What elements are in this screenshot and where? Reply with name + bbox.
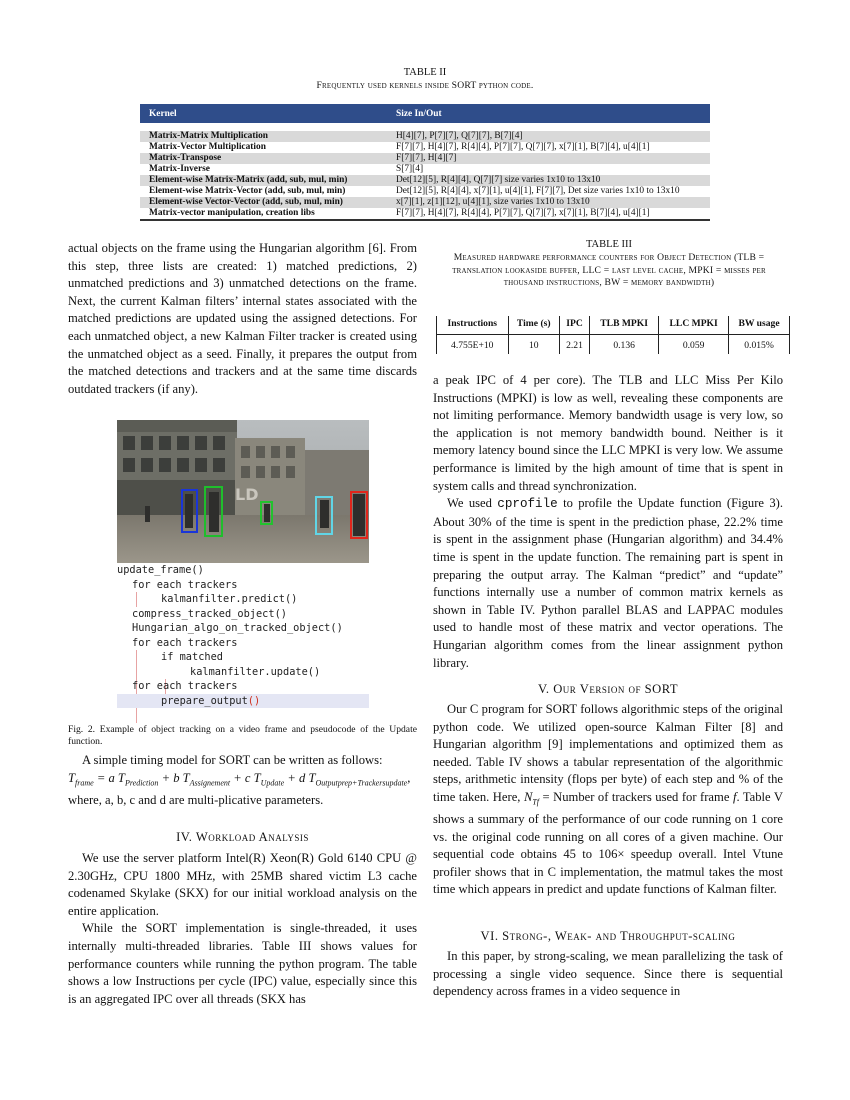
table-row bbox=[140, 153, 710, 164]
text-run: Our C program for SORT follows algorithmic steps of the original python code. We utilized open-source Kalman Filter [8] and Hungarian algorithm [9] implementations and optimized them as needed. Table IV shows a tabular representation of the algorithmic steps, arithmetic intensity (flops per byte) of each step and % of the time taken. Here, bbox=[433, 702, 783, 804]
table-row bbox=[140, 186, 710, 197]
paragraph-text: We use the server platform Intel(R) Xeon(R) Gold 6140 CPU @ 2.30GHz, CPU 1800 MHz, with 25MB shared victim L3 cache codenamed Skylake (SKX) for our initial workload analysis on the entire application. bbox=[68, 851, 417, 918]
text-run: to profile the Update function (Figure 3). About 30% of the time is spent in the prediction phase, 22.2% time is spent in the assignment phase (Hungarian algorithm) and 34.4% time is spent in the update function. The remaining part is spent in preparing the output array. The Kalman “predict” and “update” functions internally use a number of common matrix kernels as shown in Table IV. Python parallel BLAS and LAPPAC modules used to handle most of these matrix and vector operations. The Hungarian algorithm comes from the linear assignment python library. bbox=[433, 496, 783, 670]
kernel-cell: Element-wise Matrix-Vector (add, sub, mul, min) bbox=[149, 186, 346, 196]
cell-ipc: 2.21 bbox=[559, 335, 589, 355]
code-line: Hungarian_algo_on_tracked_object() bbox=[132, 622, 343, 634]
paragraph-text: While the SORT implementation is single-threaded, it uses internally multi-threaded libraries. Table III shows values for performance counters while running the python program. The table shows a low Instructions per cycle (IPC) value, especially since this is an aggregated IPC over all threads (SKX has bbox=[68, 921, 417, 1006]
table-row bbox=[140, 175, 710, 186]
right-paragraph-1 bbox=[433, 372, 783, 672]
size-cell: F[7][7], H[4][7] bbox=[387, 153, 710, 164]
left-paragraph-3 bbox=[68, 850, 417, 1008]
math-f: f bbox=[732, 789, 737, 804]
table-row bbox=[140, 208, 710, 220]
code-paren: () bbox=[247, 694, 261, 707]
size-cell: Det[12][5], R[4][4], Q[7][7] size varies 1x10 to 13x10 bbox=[387, 175, 710, 186]
table-row bbox=[140, 131, 710, 142]
cell-time: 10 bbox=[508, 335, 559, 355]
right-paragraph-4 bbox=[433, 948, 783, 1001]
paragraph-text: actual objects on the frame using the Hungarian algorithm [6]. From this step, three lists are created: 1) matched predictions, 2) unmatched predictions and 3) unmatched detections on the frame. Next, the current Kalman filters’ internal states associated with the matched predictions are updated using the assigned detections. For each unmatched object, a new Kalman Filter tracker is created using the unmatched object as a seed. Finally, it prepares the output from the matched detections and trackers and at the same time discards outdated trackers (if any). bbox=[68, 241, 417, 396]
section-heading-iv: IV. Workload Analysis bbox=[176, 830, 309, 844]
paragraph-text: a peak IPC of 4 per core). The TLB and LLC Miss Per Kilo Instructions (MPKI) is low as well, revealing these components are not limiting performance. Memory bandwidth usage is very low, so the application is not memory bandwidth bound. Neither is it memory latency bound since the LLC MPKI is very low. We assume performance is limited by the high amount of time that is spent in system calls and thread synchronization. bbox=[433, 373, 783, 493]
shop-sign: LD bbox=[235, 485, 259, 504]
table3-header-row bbox=[437, 316, 790, 335]
table2-header-kernel: Kernel bbox=[140, 105, 387, 123]
timing-line: A simple timing model for SORT can be written as follows: bbox=[82, 753, 383, 767]
inline-code: cprofile bbox=[497, 497, 558, 512]
text-run: . Table V shows a summary of the performance of our code running on 1 core vs. the original code running on all cores of a given machine. Our sequential code obtains 45 to 106× speedup overall. Intel Vtune profiler shows that in C implementation, the matmul takes the most time which appears in predict and update functions of Kalman filter. bbox=[433, 789, 784, 897]
kernel-cell: Matrix-Vector Multiplication bbox=[149, 142, 266, 152]
code-line: compress_tracked_object() bbox=[132, 607, 287, 620]
code-line: update_frame() bbox=[117, 564, 204, 576]
table3-caption: Measured hardware performance counters for Object Detection (TLB = translation lookaside buffer, LLC = last level cache, MPKI = misses per thousand instructions, BW = memory bandwidth) bbox=[452, 252, 766, 288]
cell-bw-usage: 0.015% bbox=[729, 335, 790, 355]
math-ntf: $N_{Tf}$ bbox=[523, 789, 540, 807]
code-line: kalmanfilter.predict() bbox=[161, 593, 298, 605]
table-row bbox=[140, 142, 710, 153]
header-llc-mpki: LLC MPKI bbox=[659, 316, 729, 335]
header-ipc: IPC bbox=[559, 316, 589, 335]
right-paragraph-3 bbox=[433, 701, 783, 899]
code-line: kalmanfilter.update() bbox=[190, 665, 321, 678]
table-row bbox=[140, 197, 710, 208]
left-paragraph-1 bbox=[68, 240, 417, 398]
size-cell: Det[12][5], R[4][4], x[7][1], u[4][1], F[7][7], Det size varies 1x10 to 13x10 bbox=[396, 186, 680, 196]
table2-header-size: Size In/Out bbox=[387, 105, 710, 123]
table2 bbox=[140, 104, 710, 221]
paragraph-text: In this paper, by strong-scaling, we mean parallelizing the task of processing a single video sequence. Since there is sequential dependency across frames in a video sequence in bbox=[433, 949, 783, 999]
table2-caption: Frequently used kernels inside SORT python code. bbox=[316, 80, 534, 91]
table-row bbox=[437, 335, 790, 355]
header-time: Time (s) bbox=[508, 316, 559, 335]
kernel-cell: Element-wise Matrix-Matrix (add, sub, mul, min) bbox=[140, 175, 387, 186]
size-cell: F[7][7], H[4][7], R[4][4], P[7][7], Q[7][7], x[7][1], B[7][4], u[4][1] bbox=[396, 142, 650, 152]
size-cell: H[4][7], P[7][7], Q[7][7], B[7][4] bbox=[387, 131, 710, 142]
cell-instructions: 4.755E+10 bbox=[437, 335, 509, 355]
tracking-photo bbox=[117, 420, 369, 563]
kernel-cell: Element-wise Vector-Vector (add, sub, mul, min) bbox=[140, 197, 387, 208]
size-cell: F[7][7], H[4][7], R[4][4], P[7][7], Q[7][7], x[7][1], B[7][4], u[4][1] bbox=[396, 208, 650, 218]
cell-tlb-mpki: 0.136 bbox=[590, 335, 659, 355]
table2-header-row bbox=[140, 105, 710, 123]
table3 bbox=[436, 316, 790, 354]
code-line: for each trackers bbox=[132, 636, 238, 649]
header-bw-usage: BW usage bbox=[729, 316, 790, 335]
size-cell: x[7][1], z[1][12], u[4][1], size varies 1x10 to 13x10 bbox=[387, 197, 710, 208]
header-tlb-mpki: TLB MPKI bbox=[590, 316, 659, 335]
table3-label: TABLE III bbox=[585, 239, 633, 250]
cell-llc-mpki: 0.059 bbox=[659, 335, 729, 355]
kernel-cell: Matrix-vector manipulation, creation libs bbox=[149, 208, 315, 218]
code-line-highlighted bbox=[117, 694, 369, 709]
timing-model-paragraph bbox=[68, 752, 417, 809]
code-line: for each trackers bbox=[132, 680, 238, 692]
text-run: We used bbox=[447, 496, 492, 511]
code-text: prepare_output bbox=[161, 694, 248, 707]
code-line: for each trackers bbox=[132, 578, 238, 591]
our-version-paragraph bbox=[433, 701, 783, 899]
figure-caption: Fig. 2. Example of object tracking on a video frame and pseudocode of the Update function. bbox=[68, 724, 417, 747]
kernel-cell: Matrix-Matrix Multiplication bbox=[140, 131, 387, 142]
table-row bbox=[140, 164, 710, 175]
pseudocode-block bbox=[117, 563, 369, 708]
section-heading-v: V. Our Version of SORT bbox=[537, 682, 679, 696]
section-heading-vi: VI. Strong-, Weak- and Throughput-scaling bbox=[480, 929, 736, 943]
cprofile-paragraph bbox=[433, 495, 783, 672]
code-line: if matched bbox=[161, 651, 223, 663]
text-run: = Number of trackers used for frame bbox=[542, 789, 730, 804]
kernel-cell: Matrix-Inverse bbox=[149, 164, 210, 174]
timing-tail: where, a, b, c and d are multi-plicative parameters. bbox=[68, 792, 324, 807]
street-scene-image bbox=[117, 420, 369, 563]
kernel-cell: Matrix-Transpose bbox=[140, 153, 387, 164]
size-cell: S[7][4] bbox=[396, 164, 424, 174]
header-instructions: Instructions bbox=[437, 316, 509, 335]
table2-label: TABLE II bbox=[403, 67, 447, 78]
timing-equation: $T_{frame} = a$ $T_{Prediction} + b$ $T_{Assignement} + c$ $T_{Update} + d$ $T_{Outputprep+Trackersupdate}$, bbox=[68, 770, 411, 788]
